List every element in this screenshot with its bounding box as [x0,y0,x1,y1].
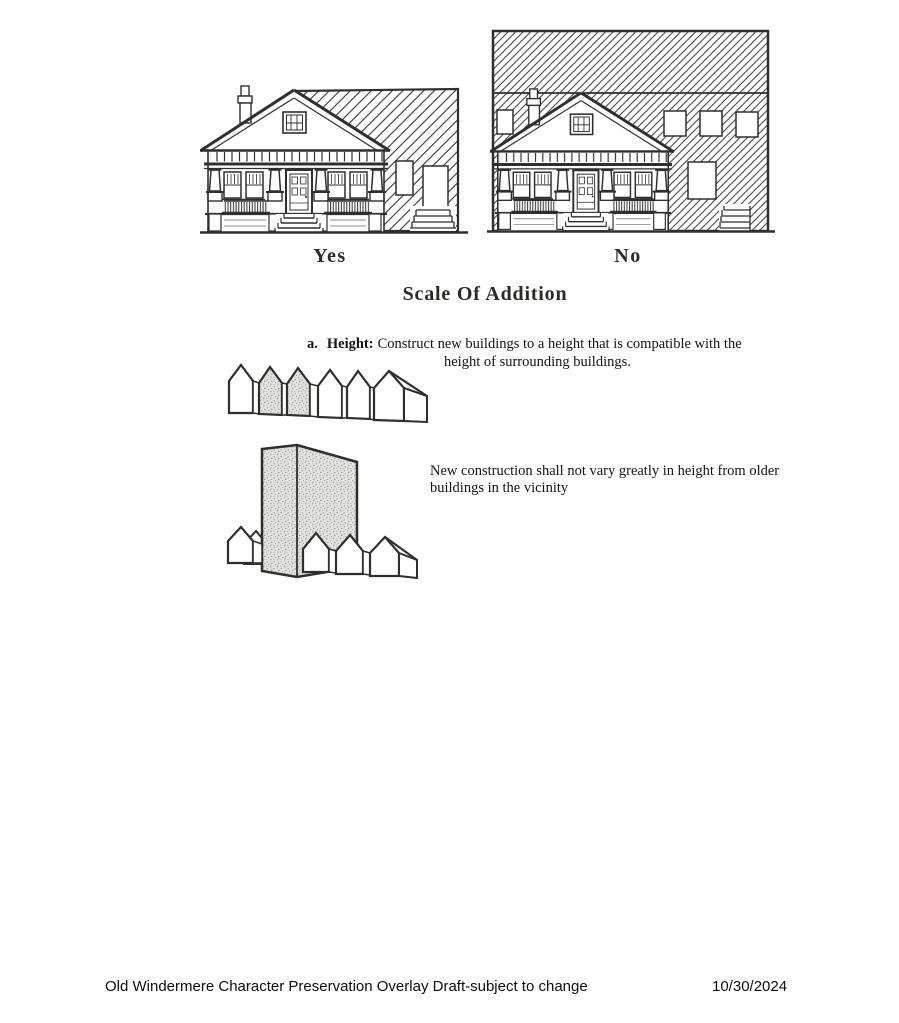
height-note-line2: buildings in the vicinity [430,479,569,496]
row-houses-figure [229,365,427,422]
footer-date: 10/30/2024 [712,978,788,995]
section-heading: Scale Of Addition [402,283,568,305]
guideline-height-line1 [307,336,742,353]
height-note [430,463,779,496]
height-note-line1: New construction shall not vary greatly in height from older [430,463,780,479]
guideline-item-letter: a. [307,336,318,352]
tall-building-figure [228,445,417,578]
yes-label: Yes [313,245,347,267]
no-label: No [614,245,642,267]
guideline-text: Construct new buildings to a height that is compatible with the [377,336,742,352]
footer-document-title: Old Windermere Character Preservation Overlay Draft-subject to change [105,978,588,995]
yes-figure [199,86,468,233]
no-figure [487,31,775,232]
guideline-height-line2: height of surrounding buildings. [444,354,631,370]
guideline-item-term: Height: [326,336,374,352]
small-house [228,527,253,563]
